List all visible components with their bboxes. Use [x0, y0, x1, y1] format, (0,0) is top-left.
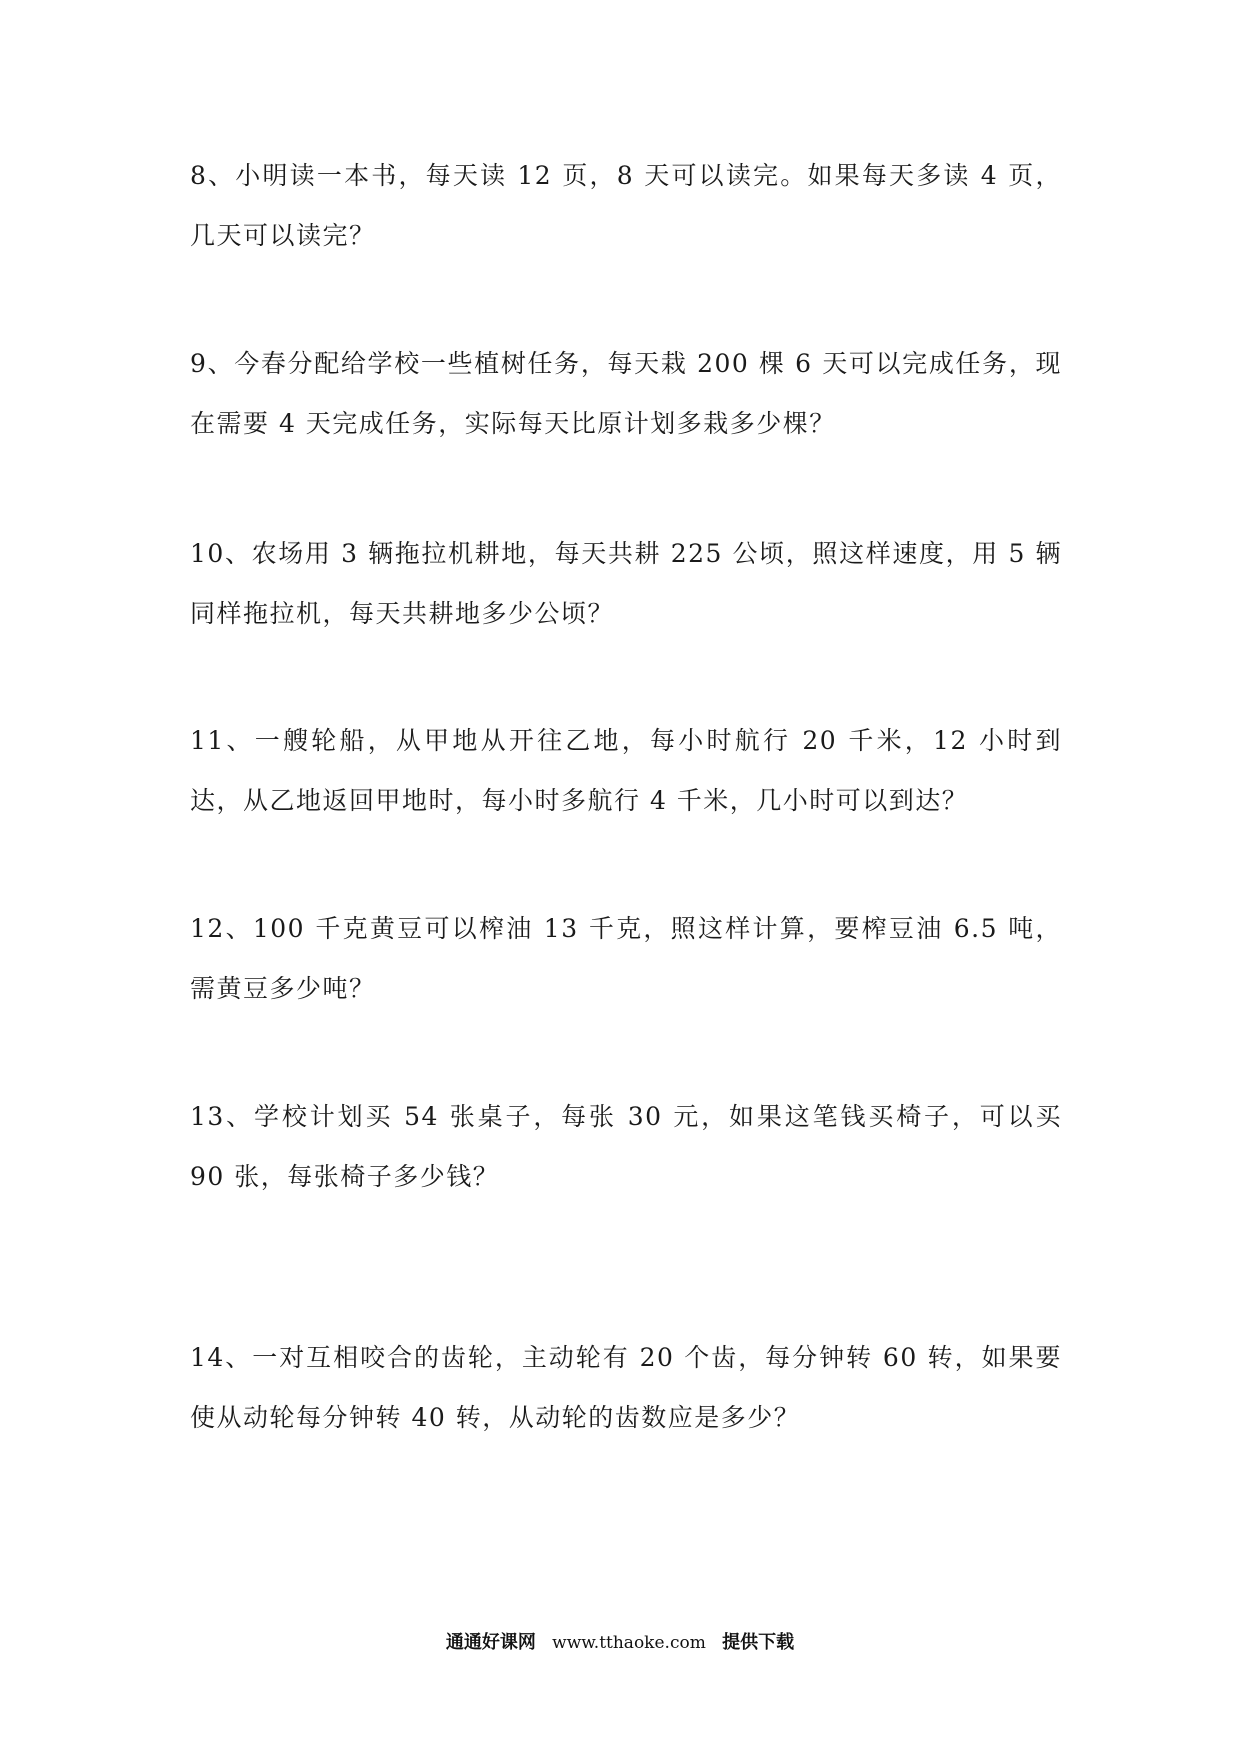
- question-11: 11、一艘轮船，从甲地从开往乙地，每小时航行 20 千米，12 小时到达，从乙地返回甲地时，每小时多航行 4 千米，几小时可以到达？: [190, 726, 1062, 815]
- footer-suffix: 提供下载: [722, 1632, 795, 1653]
- footer-site-link[interactable]: www.tthaoke.com: [552, 1633, 706, 1653]
- question-14: 14、一对互相咬合的齿轮，主动轮有 20 个齿，每分钟转 60 转，如果要使从动轮每分钟转 40 转，从动轮的齿数应是多少？: [190, 1343, 1062, 1432]
- question-10: 10、农场用 3 辆拖拉机耕地，每天共耕 225 公顷，照这样速度，用 5 辆同样拖拉机，每天共耕地多少公顷？: [190, 539, 1062, 628]
- question-13: 13、学校计划买 54 张桌子，每张 30 元，如果这笔钱买椅子，可以买 90 张，每张椅子多少钱？: [190, 1102, 1062, 1191]
- footer-brand: 通通好课网: [445, 1632, 536, 1653]
- question-9: 9、今春分配给学校一些植树任务，每天栽 200 棵 6 天可以完成任务，现在需要 4 天完成任务，实际每天比原计划多栽多少棵？: [190, 349, 1062, 438]
- page-footer: [0, 1628, 1240, 1654]
- question-8: 8、小明读一本书，每天读 12 页，8 天可以读完。如果每天多读 4 页，几天可以读完？: [190, 161, 1062, 250]
- question-12: 12、100 千克黄豆可以榨油 13 千克，照这样计算，要榨豆油 6.5 吨，需黄豆多少吨？: [190, 914, 1062, 1003]
